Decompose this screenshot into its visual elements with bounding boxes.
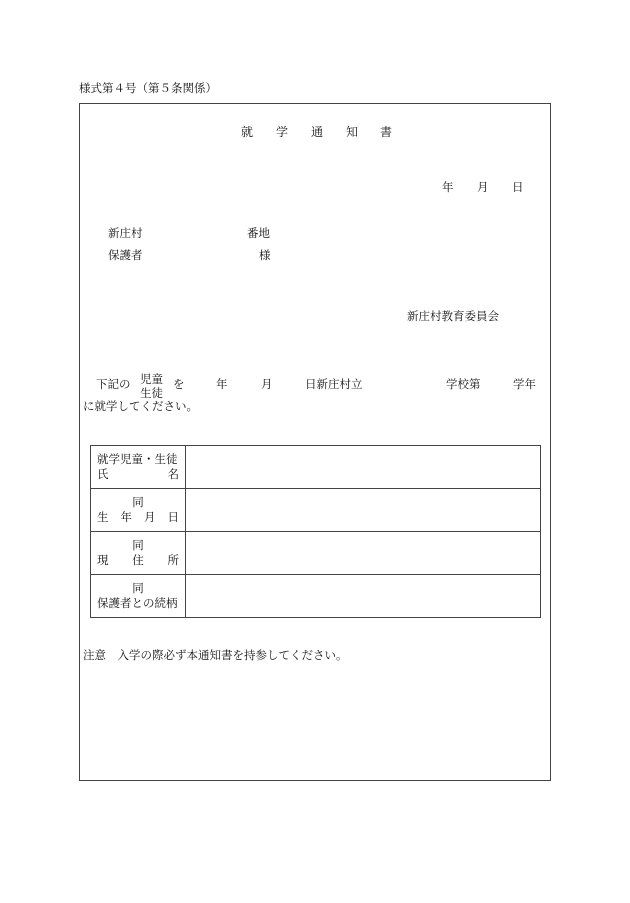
student-info-table bbox=[90, 445, 541, 618]
body-school-suffix: 学校第 bbox=[446, 377, 481, 391]
body-particle: を bbox=[173, 377, 185, 391]
recipient-guardian-label: 保護者 bbox=[108, 248, 143, 262]
label-char: 氏 bbox=[97, 467, 109, 481]
notice-frame bbox=[79, 103, 551, 781]
date-month: 月 bbox=[477, 180, 489, 194]
label-char: 所 bbox=[167, 553, 179, 567]
body-day-school: 日新庄村立 bbox=[305, 377, 363, 391]
label-guardian-relation bbox=[91, 575, 186, 618]
student-type-options bbox=[140, 372, 163, 400]
label-char: 生 bbox=[97, 510, 109, 524]
label-char: 月 bbox=[144, 510, 156, 524]
label-char: 名 bbox=[167, 467, 179, 481]
label-line: 同 bbox=[132, 538, 144, 552]
label-line bbox=[97, 553, 179, 568]
title-char: 通 bbox=[311, 125, 324, 139]
value-student-name[interactable] bbox=[186, 446, 541, 489]
value-birthdate[interactable] bbox=[186, 489, 541, 532]
label-student-name bbox=[91, 446, 186, 489]
issuer-name: 新庄村教育委員会 bbox=[407, 309, 499, 323]
label-line bbox=[97, 467, 179, 482]
recipient-village: 新庄村 bbox=[108, 226, 143, 240]
body-prefix: 下記の bbox=[96, 377, 131, 391]
form-number: 様式第４号（第５条関係） bbox=[79, 81, 217, 95]
label-char: 現 bbox=[97, 553, 109, 567]
recipient-honorific: 様 bbox=[259, 248, 271, 262]
body-year: 年 bbox=[216, 377, 228, 391]
recipient-address-suffix: 番地 bbox=[247, 226, 270, 240]
option-student: 生徒 bbox=[140, 386, 163, 400]
value-guardian-relation[interactable] bbox=[186, 575, 541, 618]
table-row bbox=[91, 489, 541, 532]
date-day: 日 bbox=[512, 180, 524, 194]
label-line: 保護者との続柄 bbox=[97, 596, 178, 610]
label-birthdate bbox=[91, 489, 186, 532]
label-char: 日 bbox=[167, 510, 179, 524]
label-line: 就学児童・生徒 bbox=[97, 452, 178, 466]
table-row bbox=[91, 446, 541, 489]
body-grade: 学年 bbox=[513, 377, 536, 391]
title-char: 書 bbox=[380, 125, 393, 139]
option-child: 児童 bbox=[140, 372, 163, 386]
value-address[interactable] bbox=[186, 532, 541, 575]
label-char: 年 bbox=[120, 510, 132, 524]
label-line: 同 bbox=[132, 581, 144, 595]
title-char: 知 bbox=[346, 125, 359, 139]
notice-caution: 注意 入学の際必ず本通知書を持参してください。 bbox=[83, 648, 348, 662]
label-line bbox=[97, 510, 179, 525]
body-line2: に就学してください。 bbox=[83, 399, 198, 413]
body-month: 月 bbox=[261, 377, 273, 391]
label-address bbox=[91, 532, 186, 575]
table-row bbox=[91, 532, 541, 575]
label-char: 住 bbox=[132, 553, 144, 567]
label-line: 同 bbox=[132, 495, 144, 509]
table-row bbox=[91, 575, 541, 618]
title-char: 就 bbox=[241, 125, 254, 139]
date-year: 年 bbox=[442, 180, 454, 194]
title-char: 学 bbox=[276, 125, 289, 139]
